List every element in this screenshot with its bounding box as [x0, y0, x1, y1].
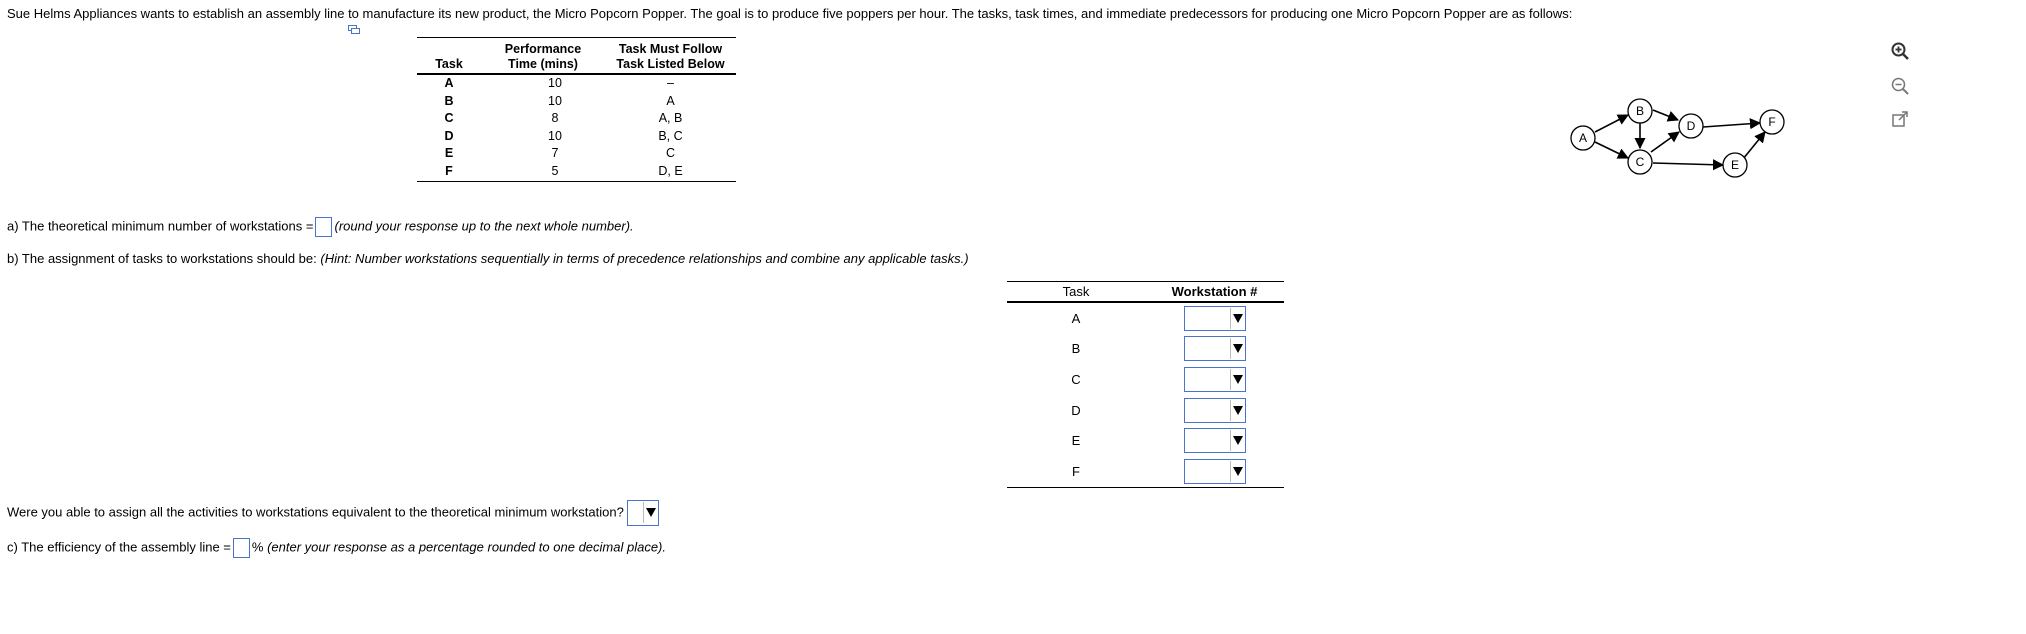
edge-d-f — [1703, 123, 1760, 127]
table-row — [1007, 364, 1284, 395]
ws-task-cell: D — [1071, 402, 1081, 418]
header-time-line2: Time (mins) — [508, 57, 578, 71]
question-b-hint: (Hint: Number workstations sequentially in terms of precedence relationships and combine any applicable tasks.) — [320, 251, 969, 266]
node-d — [1679, 114, 1703, 138]
table-row — [1007, 395, 1284, 426]
workstation-table — [1007, 281, 1284, 488]
task-cell: D — [444, 128, 454, 143]
node-b — [1628, 99, 1652, 123]
task-cell: A — [444, 76, 454, 90]
ws-task-cell: F — [1072, 463, 1080, 479]
node-f-label: F — [1768, 115, 1776, 129]
question-a — [7, 217, 634, 237]
ws-header-task: Task — [1062, 284, 1090, 299]
ws-task-cell: E — [1071, 433, 1081, 449]
predecessor-cell: A, B — [658, 111, 683, 126]
workstation-select[interactable] — [1184, 459, 1246, 484]
dropdown-arrow-icon — [1230, 369, 1244, 390]
ws-task-cell: B — [1071, 341, 1081, 357]
time-cell: 7 — [551, 146, 559, 161]
predecessor-cell: – — [667, 76, 674, 90]
table-row — [1007, 302, 1284, 334]
header-predecessor — [605, 38, 736, 75]
header-task: Task — [435, 57, 463, 71]
time-cell: 10 — [548, 76, 562, 90]
edge-c-e — [1653, 163, 1723, 165]
header-time — [481, 38, 605, 75]
workstation-select[interactable] — [1184, 336, 1246, 361]
task-cell: F — [445, 163, 453, 178]
node-e-label: E — [1730, 158, 1740, 172]
dropdown-arrow-icon — [1230, 400, 1244, 421]
table-row — [1007, 334, 1284, 365]
predecessor-cell: D, E — [658, 163, 683, 178]
dropdown-arrow-icon — [1230, 338, 1244, 359]
workstation-select[interactable] — [1184, 367, 1246, 392]
workstation-table-header — [1007, 282, 1284, 303]
node-a-label: A — [1578, 131, 1588, 145]
dropdown-arrow-icon — [1230, 308, 1244, 329]
table-row — [417, 74, 736, 93]
table-row — [417, 128, 736, 146]
header-pred-line1: Task Must Follow — [618, 42, 723, 56]
question-c-hint: (enter your response as a percentage rounded to one decimal place). — [267, 539, 666, 555]
ws-task-cell: A — [1071, 310, 1081, 326]
percent-unit: % — [251, 539, 264, 555]
edge-e-f — [1743, 132, 1765, 159]
dropdown-arrow-icon — [1230, 430, 1244, 451]
dropdown-arrow-icon — [643, 502, 657, 523]
min-workstations-input[interactable] — [315, 217, 332, 237]
efficiency-input[interactable] — [233, 538, 250, 558]
edge-a-c — [1595, 142, 1628, 158]
zoom-in-icon[interactable] — [1890, 41, 1910, 61]
time-cell: 5 — [551, 163, 559, 178]
predecessor-cell: C — [665, 146, 676, 161]
task-cell: C — [444, 111, 454, 126]
node-e — [1723, 153, 1747, 177]
edge-c-d — [1651, 132, 1679, 152]
task-table — [417, 37, 736, 182]
workstation-select[interactable] — [1184, 428, 1246, 453]
question-a-hint: (round your response up to the next whole number). — [334, 218, 634, 234]
time-cell: 10 — [548, 128, 562, 143]
predecessor-cell: B, C — [658, 128, 683, 143]
time-cell: 10 — [548, 93, 562, 108]
question-c — [7, 538, 666, 558]
table-row — [417, 110, 736, 128]
open-external-icon[interactable] — [1890, 110, 1910, 130]
workstation-select[interactable] — [1184, 398, 1246, 423]
question-b — [7, 251, 969, 266]
question-theoretical-min — [7, 500, 659, 526]
copy-icon[interactable] — [348, 25, 360, 34]
intro-text: Sue Helms Appliances wants to establish an assembly line to manufacture its new product, the Micro Popcorn Popper. The goal is to produce five poppers per hour. The tasks, task times, and immediate predecessors for producing one Micro Popcorn Popper are as follows: — [7, 6, 1573, 21]
table-row — [417, 93, 736, 111]
header-pred-line2: Task Listed Below — [616, 57, 725, 71]
edge-b-d — [1653, 110, 1678, 120]
predecessor-cell: A — [666, 93, 675, 108]
node-d-label: D — [1686, 119, 1696, 133]
edge-a-b — [1595, 115, 1628, 132]
node-b-label: B — [1635, 104, 1645, 118]
ws-header-workstation: Workstation # — [1171, 284, 1258, 299]
time-cell: 8 — [551, 111, 559, 126]
node-c-label: C — [1635, 155, 1645, 169]
dropdown-arrow-icon — [1230, 461, 1244, 482]
table-row — [417, 163, 736, 181]
node-f — [1760, 110, 1784, 134]
node-c — [1628, 150, 1652, 174]
table-row — [1007, 425, 1284, 456]
table-row — [417, 145, 736, 163]
task-table-header — [417, 38, 736, 75]
task-cell: B — [444, 93, 454, 108]
table-row — [1007, 456, 1284, 487]
question-theoretical-min-text: Were you able to assign all the activities to workstations equivalent to the theoretical minimum workstation? — [7, 504, 624, 520]
node-a — [1571, 126, 1595, 150]
zoom-out-icon[interactable] — [1890, 76, 1910, 96]
yes-no-select[interactable] — [627, 500, 659, 526]
header-time-line1: Performance — [504, 42, 582, 56]
precedence-diagram — [1568, 92, 1798, 182]
question-c-text: c) The efficiency of the assembly line = — [7, 539, 231, 555]
ws-task-cell: C — [1071, 371, 1081, 387]
question-b-text: b) The assignment of tasks to workstations should be: — [7, 251, 317, 266]
question-a-text: a) The theoretical minimum number of workstations = — [7, 218, 314, 234]
task-cell: E — [444, 146, 454, 161]
workstation-select[interactable] — [1184, 306, 1246, 331]
